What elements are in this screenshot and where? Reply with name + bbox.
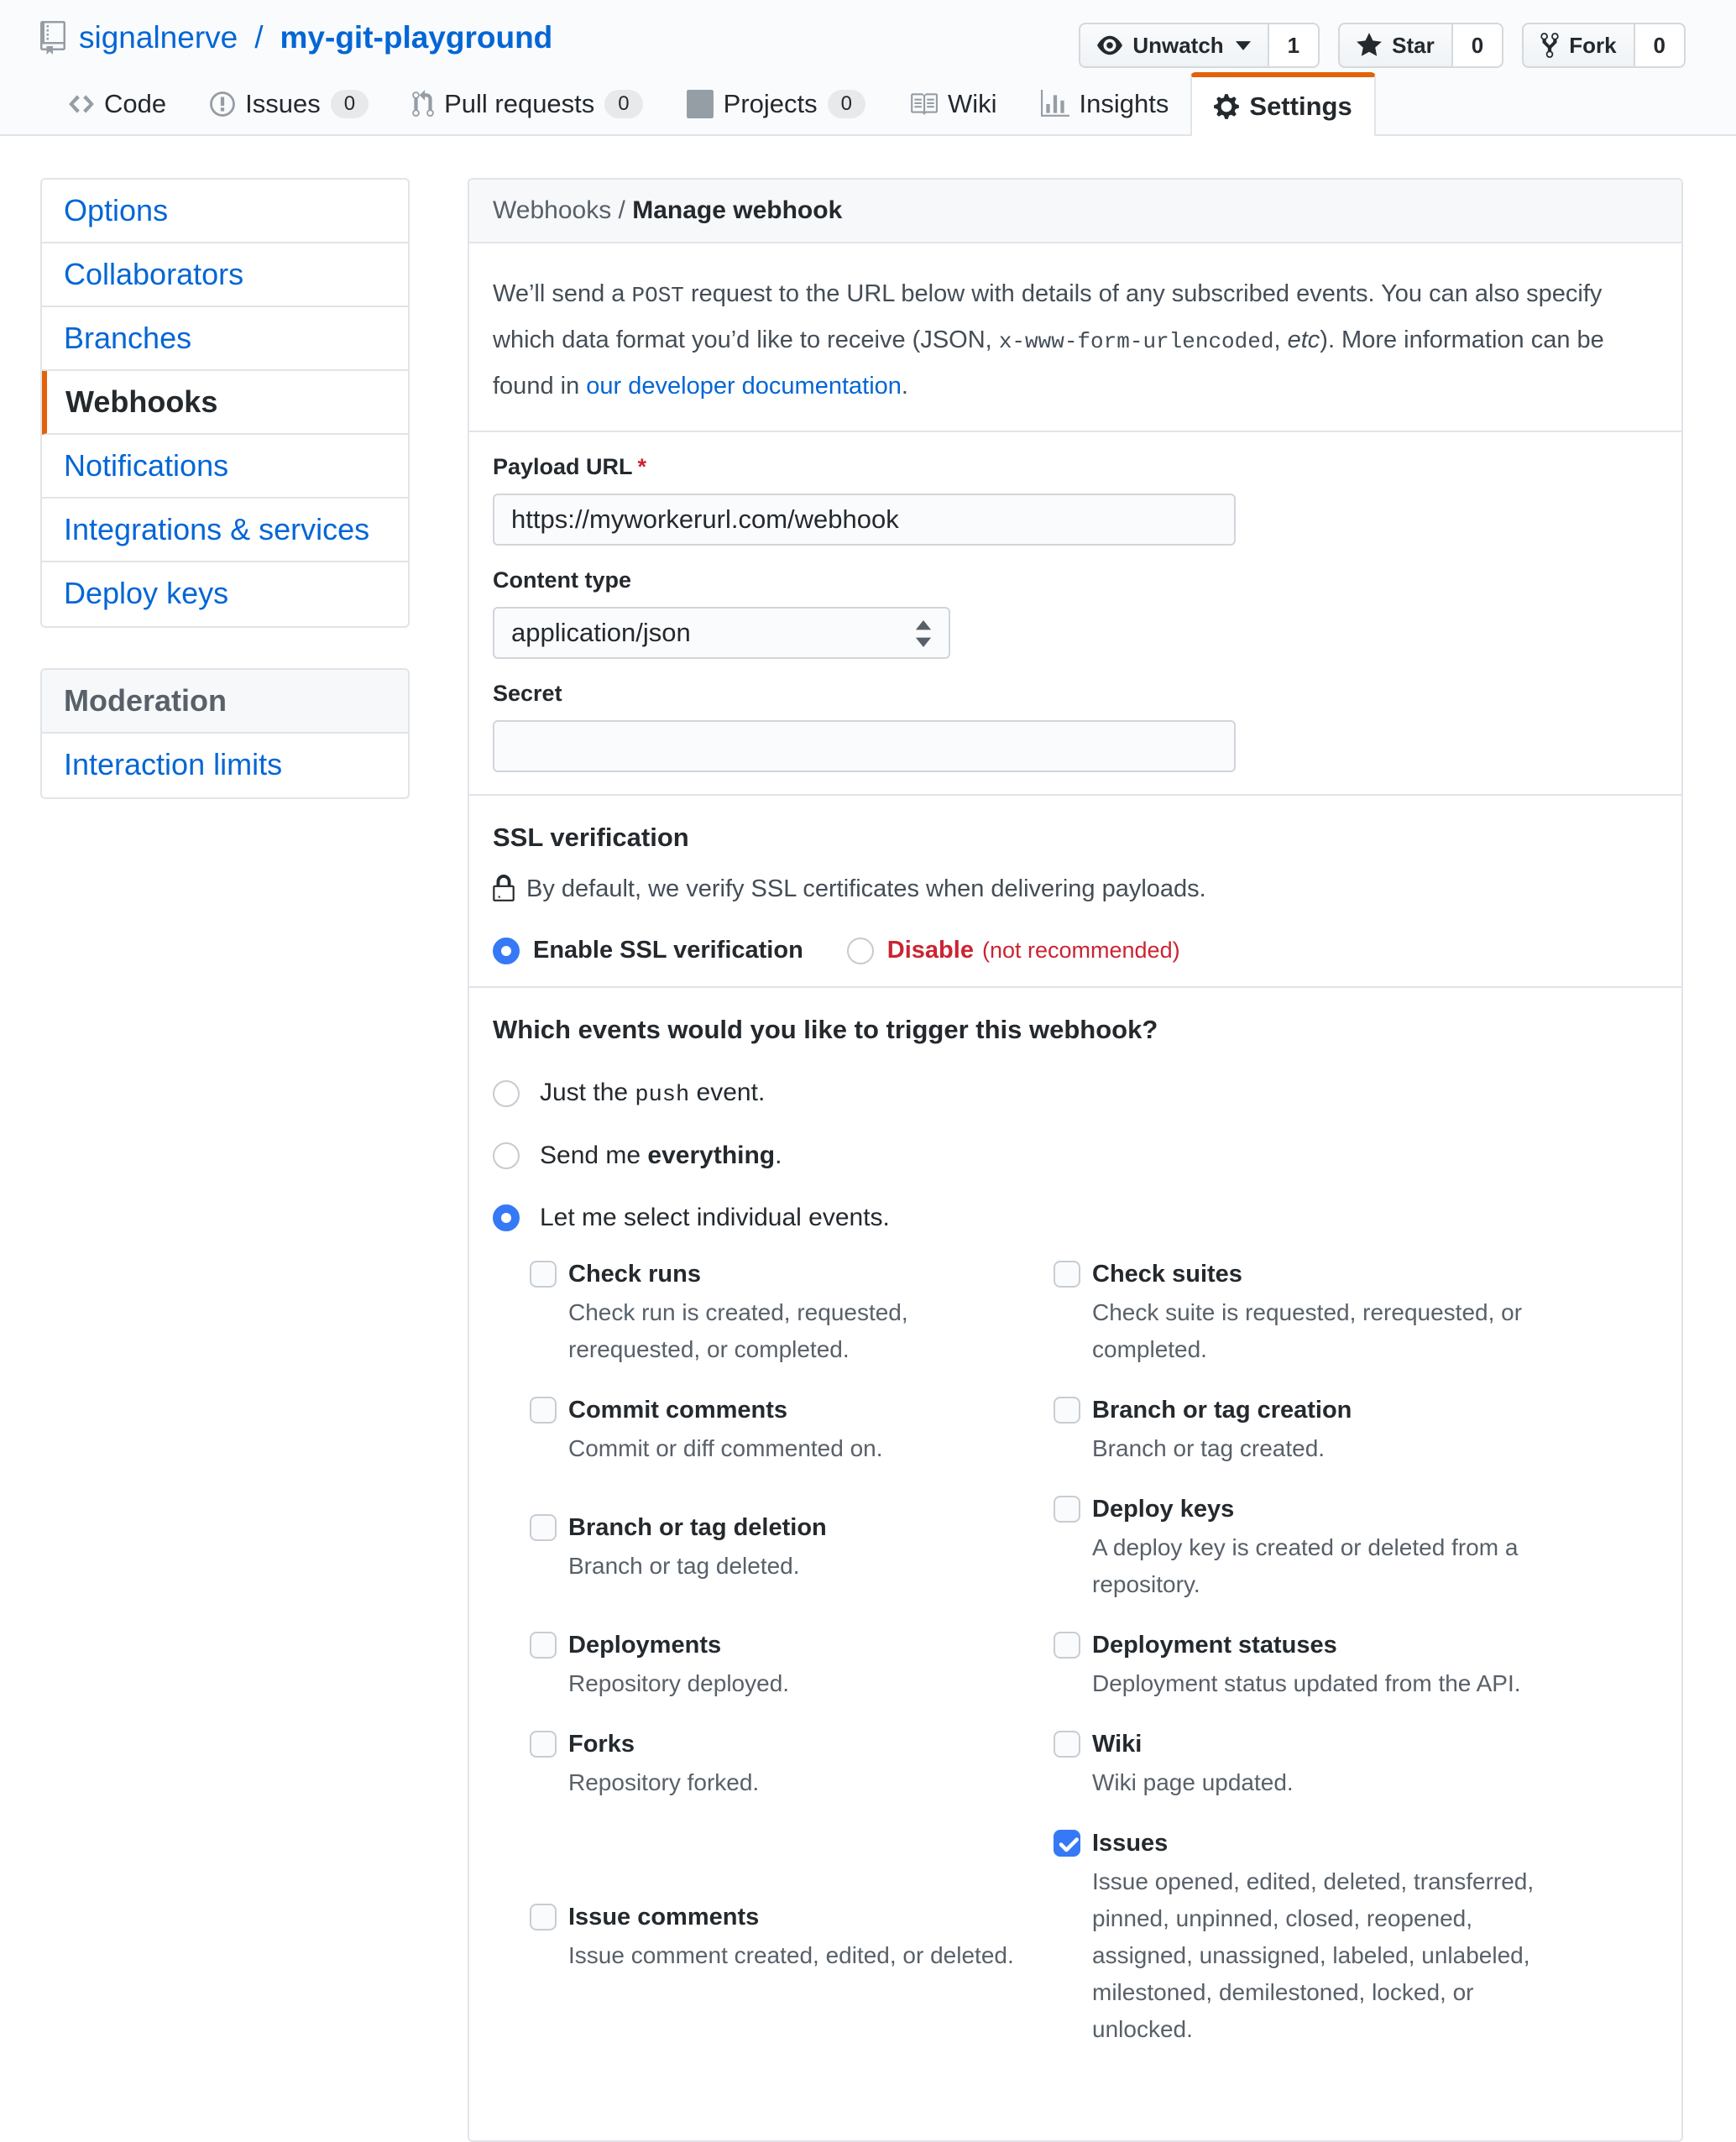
events-checkbox-list bbox=[530, 1257, 1658, 2048]
event-deployments bbox=[530, 1628, 1054, 1702]
tab-projects[interactable] bbox=[665, 74, 887, 134]
breadcrumb-webhooks-link[interactable]: Webhooks bbox=[493, 196, 612, 224]
caret-down-icon bbox=[1236, 41, 1251, 50]
event-desc: Deployment status updated from the API. bbox=[1092, 1670, 1521, 1696]
ssl-note bbox=[493, 875, 1658, 903]
event-forks bbox=[530, 1727, 1054, 1801]
divider bbox=[469, 986, 1681, 988]
sidebar-item-notifications[interactable]: Notifications bbox=[42, 435, 408, 499]
wiki-checkbox[interactable] bbox=[1054, 1731, 1080, 1758]
sidebar-item-interaction-limits[interactable]: Interaction limits bbox=[64, 747, 283, 781]
ssl-radio-group bbox=[493, 937, 1658, 964]
tab-insights[interactable] bbox=[1019, 74, 1191, 134]
event-title[interactable]: Issue comments bbox=[568, 1904, 760, 1930]
event-desc: Commit or diff commented on. bbox=[568, 1435, 883, 1461]
tab-settings-label: Settings bbox=[1249, 91, 1352, 121]
issues-count-badge: 0 bbox=[331, 90, 369, 118]
tab-projects-label: Projects bbox=[723, 89, 818, 118]
tab-issues[interactable] bbox=[188, 74, 390, 134]
breadcrumb-current: Manage webhook bbox=[632, 196, 843, 224]
events-row bbox=[530, 1727, 1658, 1801]
star-label: Star bbox=[1392, 32, 1435, 58]
urlencoded-code: x-www-form-urlencoded bbox=[998, 329, 1274, 354]
enable-ssl-label[interactable]: Enable SSL verification bbox=[533, 937, 803, 964]
issues-checkbox[interactable] bbox=[1054, 1830, 1080, 1857]
etc-emphasis: etc bbox=[1287, 327, 1320, 353]
event-title[interactable]: Commit comments bbox=[568, 1397, 788, 1424]
moderation-menu bbox=[40, 668, 410, 799]
sidebar-item-webhooks[interactable]: Webhooks bbox=[42, 371, 408, 435]
events-row bbox=[530, 1393, 1658, 1467]
tab-pull-requests[interactable] bbox=[390, 74, 665, 134]
repo-nav bbox=[47, 72, 1686, 134]
unwatch-label: Unwatch bbox=[1132, 32, 1224, 58]
git-pull-request-icon bbox=[412, 90, 434, 118]
page-header bbox=[0, 0, 1736, 136]
sidebar-item-options[interactable]: Options bbox=[42, 180, 408, 243]
event-title[interactable]: Deployment statuses bbox=[1092, 1632, 1337, 1659]
event-desc: Check run is created, requested, rerequested, or completed. bbox=[568, 1299, 908, 1362]
star-button-group bbox=[1338, 23, 1503, 68]
branch-tag-deletion-checkbox[interactable] bbox=[530, 1514, 557, 1541]
push-code: push bbox=[635, 1083, 690, 1108]
select-carets-icon bbox=[913, 620, 933, 647]
issue-comments-checkbox[interactable] bbox=[530, 1904, 557, 1930]
event-title[interactable]: Issues bbox=[1092, 1830, 1169, 1857]
repo-actions bbox=[1079, 23, 1686, 68]
description-text: , bbox=[1273, 327, 1288, 353]
forks-checkbox[interactable] bbox=[530, 1731, 557, 1758]
events-row bbox=[530, 1492, 1658, 1603]
graph-icon bbox=[1041, 90, 1069, 118]
event-desc: A deploy key is created or deleted from a repository. bbox=[1092, 1534, 1519, 1597]
sidebar-item-collaborators[interactable]: Collaborators bbox=[42, 243, 408, 307]
breadcrumb bbox=[469, 180, 1681, 243]
event-title[interactable]: Branch or tag creation bbox=[1092, 1397, 1352, 1424]
pull-requests-count-badge: 0 bbox=[604, 90, 642, 118]
event-title[interactable]: Forks bbox=[568, 1731, 635, 1758]
code-icon bbox=[69, 90, 94, 118]
everything-bold: everything bbox=[647, 1142, 776, 1169]
event-deployment-statuses bbox=[1054, 1628, 1577, 1702]
event-check-runs bbox=[530, 1257, 1054, 1368]
breadcrumb-separator: / bbox=[611, 196, 633, 224]
individual-events-label[interactable]: Let me select individual events. bbox=[540, 1204, 890, 1231]
required-asterisk: * bbox=[637, 454, 647, 479]
settings-menu bbox=[40, 178, 410, 628]
event-title[interactable]: Branch or tag deletion bbox=[568, 1514, 827, 1541]
event-desc: Issue comment created, edited, or deleted. bbox=[568, 1942, 1014, 1968]
everything-text: . bbox=[775, 1142, 782, 1169]
projects-count-badge: 0 bbox=[828, 90, 865, 118]
webhook-description bbox=[493, 272, 1658, 409]
disable-ssl-option bbox=[847, 937, 1180, 964]
unwatch-button[interactable] bbox=[1079, 23, 1268, 68]
content-type-label: Content type bbox=[493, 567, 631, 593]
event-branch-tag-creation bbox=[1054, 1393, 1577, 1467]
everything-radio[interactable] bbox=[493, 1142, 520, 1169]
webhook-panel-container bbox=[468, 178, 1683, 2142]
issue-opened-icon bbox=[210, 90, 235, 118]
description-text: request to the URL below with details of any subscribed events. You can also specify which data format you’d like to receive (JSON, bbox=[493, 280, 1603, 353]
events-row bbox=[530, 1257, 1658, 1368]
enable-ssl-radio[interactable] bbox=[493, 938, 520, 964]
sidebar-item-branches[interactable]: Branches bbox=[42, 307, 408, 371]
content-type-value: application/json bbox=[511, 618, 691, 647]
check-suites-checkbox[interactable] bbox=[1054, 1261, 1080, 1288]
event-option-push bbox=[493, 1079, 1658, 1108]
commit-comments-checkbox[interactable] bbox=[530, 1397, 557, 1424]
repo-separator: / bbox=[254, 20, 264, 55]
push-event-text: event. bbox=[689, 1079, 766, 1106]
everything-label[interactable] bbox=[540, 1142, 782, 1170]
push-event-radio[interactable] bbox=[493, 1080, 520, 1107]
event-branch-tag-deletion bbox=[530, 1511, 1054, 1585]
event-wiki bbox=[1054, 1727, 1577, 1801]
disable-ssl-label[interactable]: Disable bbox=[886, 937, 974, 964]
event-desc: Repository deployed. bbox=[568, 1670, 790, 1696]
deployment-statuses-checkbox[interactable] bbox=[1054, 1632, 1080, 1659]
event-title[interactable]: Check suites bbox=[1092, 1261, 1242, 1288]
individual-events-radio[interactable] bbox=[493, 1204, 520, 1231]
developer-documentation-link[interactable]: our developer documentation bbox=[586, 373, 902, 400]
event-check-suites bbox=[1054, 1257, 1577, 1368]
fork-button[interactable] bbox=[1522, 23, 1634, 68]
deployments-checkbox[interactable] bbox=[530, 1632, 557, 1659]
fork-label: Fork bbox=[1569, 32, 1617, 58]
payload-url-input[interactable] bbox=[493, 494, 1236, 546]
ssl-note-text: By default, we verify SSL certificates when delivering payloads. bbox=[526, 875, 1206, 902]
book-icon bbox=[909, 90, 938, 118]
tab-pull-requests-label: Pull requests bbox=[444, 89, 595, 118]
tab-code[interactable] bbox=[47, 74, 188, 134]
description-text: . bbox=[901, 373, 908, 400]
eye-icon bbox=[1097, 33, 1122, 58]
payload-url-label-text: Payload URL bbox=[493, 454, 633, 479]
tab-wiki-label: Wiki bbox=[948, 89, 997, 118]
disable-ssl-radio[interactable] bbox=[847, 938, 874, 964]
disable-ssl-note: (not recommended) bbox=[981, 938, 1180, 963]
post-code: POST bbox=[631, 283, 684, 308]
event-deploy-keys bbox=[1054, 1492, 1577, 1603]
divider bbox=[469, 431, 1681, 432]
event-desc: Repository forked. bbox=[568, 1769, 760, 1795]
project-icon bbox=[687, 90, 714, 118]
tab-code-label: Code bbox=[104, 89, 167, 118]
event-title[interactable]: Check runs bbox=[568, 1261, 701, 1288]
star-button[interactable] bbox=[1338, 23, 1453, 68]
event-title[interactable]: Deploy keys bbox=[1092, 1496, 1235, 1523]
event-title[interactable]: Deployments bbox=[568, 1632, 722, 1659]
divider bbox=[469, 794, 1681, 796]
event-issue-comments bbox=[530, 1900, 1054, 1974]
repo-name-link[interactable]: my-git-playground bbox=[280, 20, 553, 55]
repo-forked-icon bbox=[1540, 31, 1559, 60]
gear-icon bbox=[1214, 92, 1239, 121]
check-runs-checkbox[interactable] bbox=[530, 1261, 557, 1288]
ssl-verification-heading: SSL verification bbox=[493, 823, 689, 852]
sidebar-item-deploy-keys[interactable]: Deploy keys bbox=[64, 576, 229, 610]
event-desc: Branch or tag created. bbox=[1092, 1435, 1326, 1461]
payload-url-label bbox=[493, 454, 1658, 480]
tab-insights-label: Insights bbox=[1079, 89, 1169, 118]
branch-tag-creation-checkbox[interactable] bbox=[1054, 1397, 1080, 1424]
everything-text: Send me bbox=[540, 1142, 648, 1169]
tab-settings[interactable] bbox=[1190, 72, 1375, 136]
event-desc: Wiki page updated. bbox=[1092, 1769, 1294, 1795]
event-commit-comments bbox=[530, 1393, 1054, 1467]
secret-label: Secret bbox=[493, 681, 562, 706]
watch-count[interactable]: 1 bbox=[1269, 23, 1320, 68]
deploy-keys-checkbox[interactable] bbox=[1054, 1496, 1080, 1523]
fork-count[interactable]: 0 bbox=[1635, 23, 1686, 68]
repo-owner-link[interactable]: signalnerve bbox=[79, 20, 238, 55]
watch-button-group bbox=[1079, 23, 1320, 68]
events-row bbox=[530, 1628, 1658, 1702]
event-title[interactable]: Wiki bbox=[1092, 1731, 1143, 1758]
secret-input[interactable] bbox=[493, 720, 1236, 772]
star-count[interactable]: 0 bbox=[1453, 23, 1503, 68]
lock-icon bbox=[493, 875, 515, 903]
repo-icon bbox=[40, 21, 65, 55]
push-event-text: Just the bbox=[540, 1079, 635, 1106]
event-option-individual bbox=[493, 1204, 1658, 1232]
fork-button-group bbox=[1522, 23, 1686, 68]
description-text: We’ll send a bbox=[493, 280, 632, 307]
tab-issues-label: Issues bbox=[245, 89, 321, 118]
event-desc: Check suite is requested, rerequested, or completed. bbox=[1092, 1299, 1523, 1362]
events-row bbox=[530, 1826, 1658, 2048]
event-option-everything bbox=[493, 1142, 1658, 1170]
sidebar-item-integrations[interactable]: Integrations & services bbox=[42, 499, 408, 562]
settings-sidebar bbox=[40, 178, 410, 2142]
content-type-select[interactable] bbox=[493, 607, 950, 659]
enable-ssl-option bbox=[493, 937, 803, 964]
moderation-header: Moderation bbox=[42, 670, 408, 734]
push-event-label[interactable] bbox=[540, 1079, 765, 1108]
description-text: ). More information can be found in bbox=[493, 327, 1604, 400]
star-icon bbox=[1357, 31, 1382, 60]
event-issues bbox=[1054, 1826, 1577, 2048]
event-desc: Branch or tag deleted. bbox=[568, 1553, 800, 1579]
event-desc: Issue opened, edited, deleted, transferred, pinned, unpinned, closed, reopened, assigned, unassigned, labeled, unlabeled, milestoned, demilestoned, locked, or unlocked. bbox=[1092, 1868, 1535, 2042]
tab-wiki[interactable] bbox=[887, 74, 1019, 134]
webhook-panel bbox=[468, 178, 1683, 2142]
events-heading: Which events would you like to trigger this webhook? bbox=[493, 1015, 1158, 1044]
